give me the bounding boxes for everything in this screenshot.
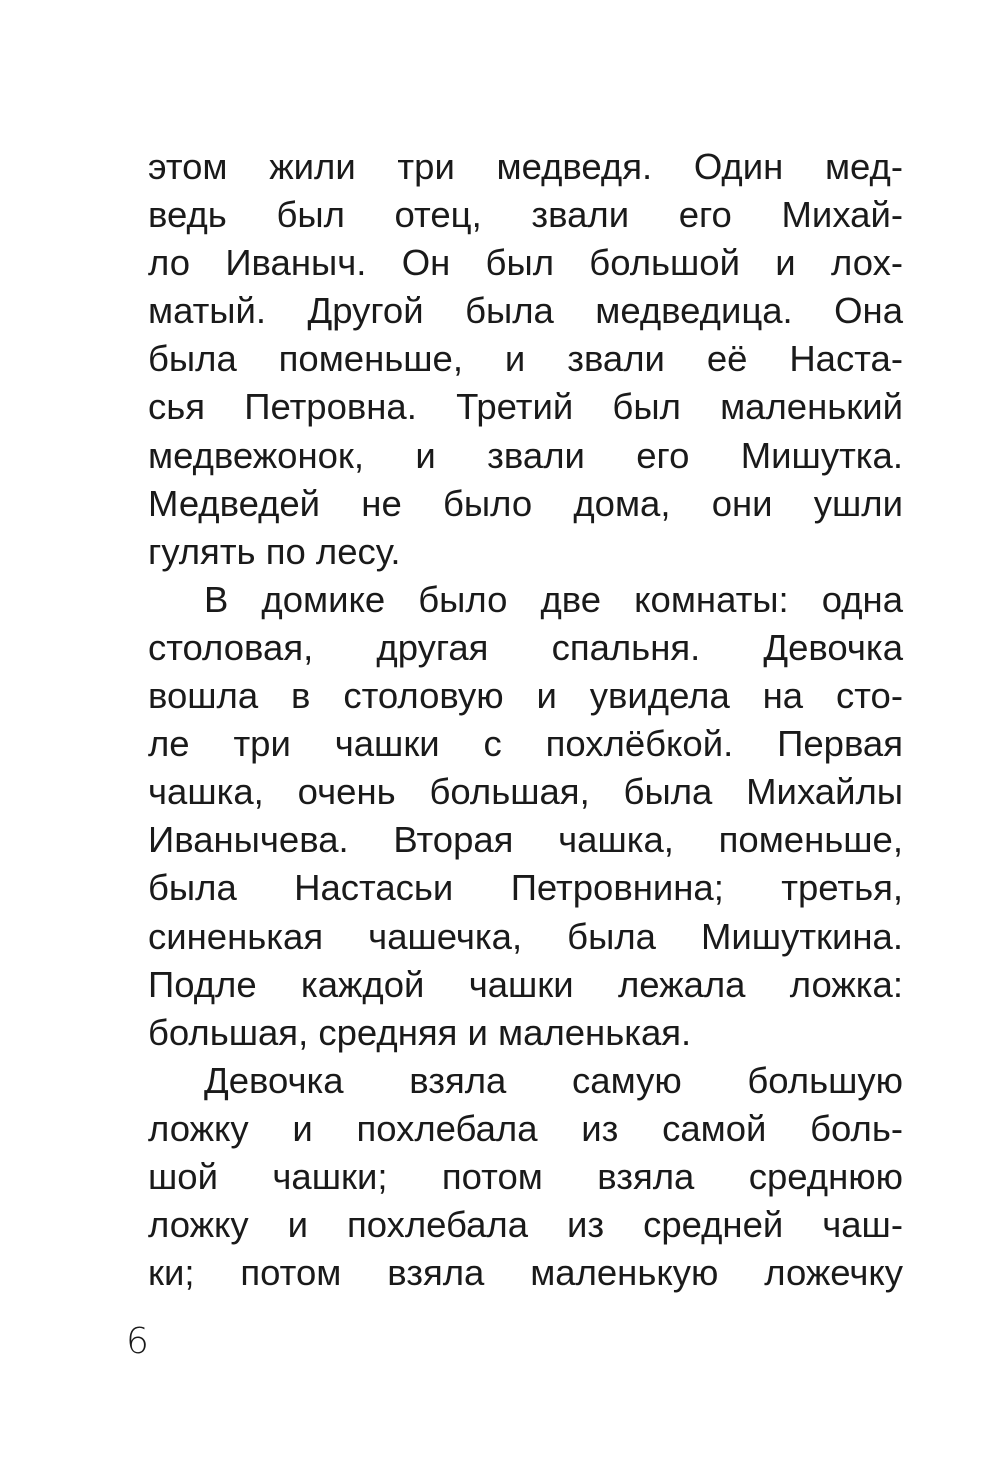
text-line: ложку и похлебала из средней чаш- bbox=[148, 1204, 903, 1246]
body-text bbox=[148, 143, 903, 1297]
text-line: медвежонок, и звали его Мишутка. bbox=[148, 434, 903, 476]
text-line: была поменьше, и звали её Наста- bbox=[148, 338, 903, 380]
text-line: вошла в столовую и увидела на сто- bbox=[148, 675, 903, 717]
text-line: ло Иваныч. Он был большой и лох- bbox=[148, 242, 903, 284]
text-line: Медведей не было дома, они ушли bbox=[148, 482, 903, 524]
text-line: Подле каждой чашки лежала ложка: bbox=[148, 963, 903, 1005]
paragraph-first-line: Девочка взяла самую большую bbox=[204, 1059, 903, 1101]
text-line: Иванычева. Вторая чашка, поменьше, bbox=[148, 819, 903, 861]
text-line: чашка, очень большая, была Михайлы bbox=[148, 771, 903, 813]
text-line: гулять по лесу. bbox=[148, 530, 401, 572]
text-line: матый. Другой была медведица. Она bbox=[148, 290, 903, 332]
text-line: ведь был отец, звали его Михай- bbox=[148, 194, 903, 236]
text-line: шой чашки; потом взяла среднюю bbox=[148, 1155, 903, 1197]
text-line: синенькая чашечка, была Мишуткина. bbox=[148, 915, 903, 957]
text-line: ложку и похлебала из самой боль- bbox=[148, 1107, 903, 1149]
text-line: большая, средняя и маленькая. bbox=[148, 1011, 692, 1053]
text-line: была Настасьи Петровнина; третья, bbox=[148, 867, 903, 909]
text-line: этом жили три медведя. Один мед- bbox=[148, 146, 903, 187]
page-number: 6 bbox=[126, 1321, 149, 1362]
text-line: ле три чашки с похлёбкой. Первая bbox=[148, 723, 903, 765]
text-line: сья Петровна. Третий был маленький bbox=[148, 386, 903, 428]
paragraph-first-line: В домике было две комнаты: одна bbox=[204, 578, 903, 620]
text-line: ки; потом взяла маленькую ложечку bbox=[148, 1252, 903, 1294]
text-line: столовая, другая спальня. Девочка bbox=[148, 626, 903, 668]
